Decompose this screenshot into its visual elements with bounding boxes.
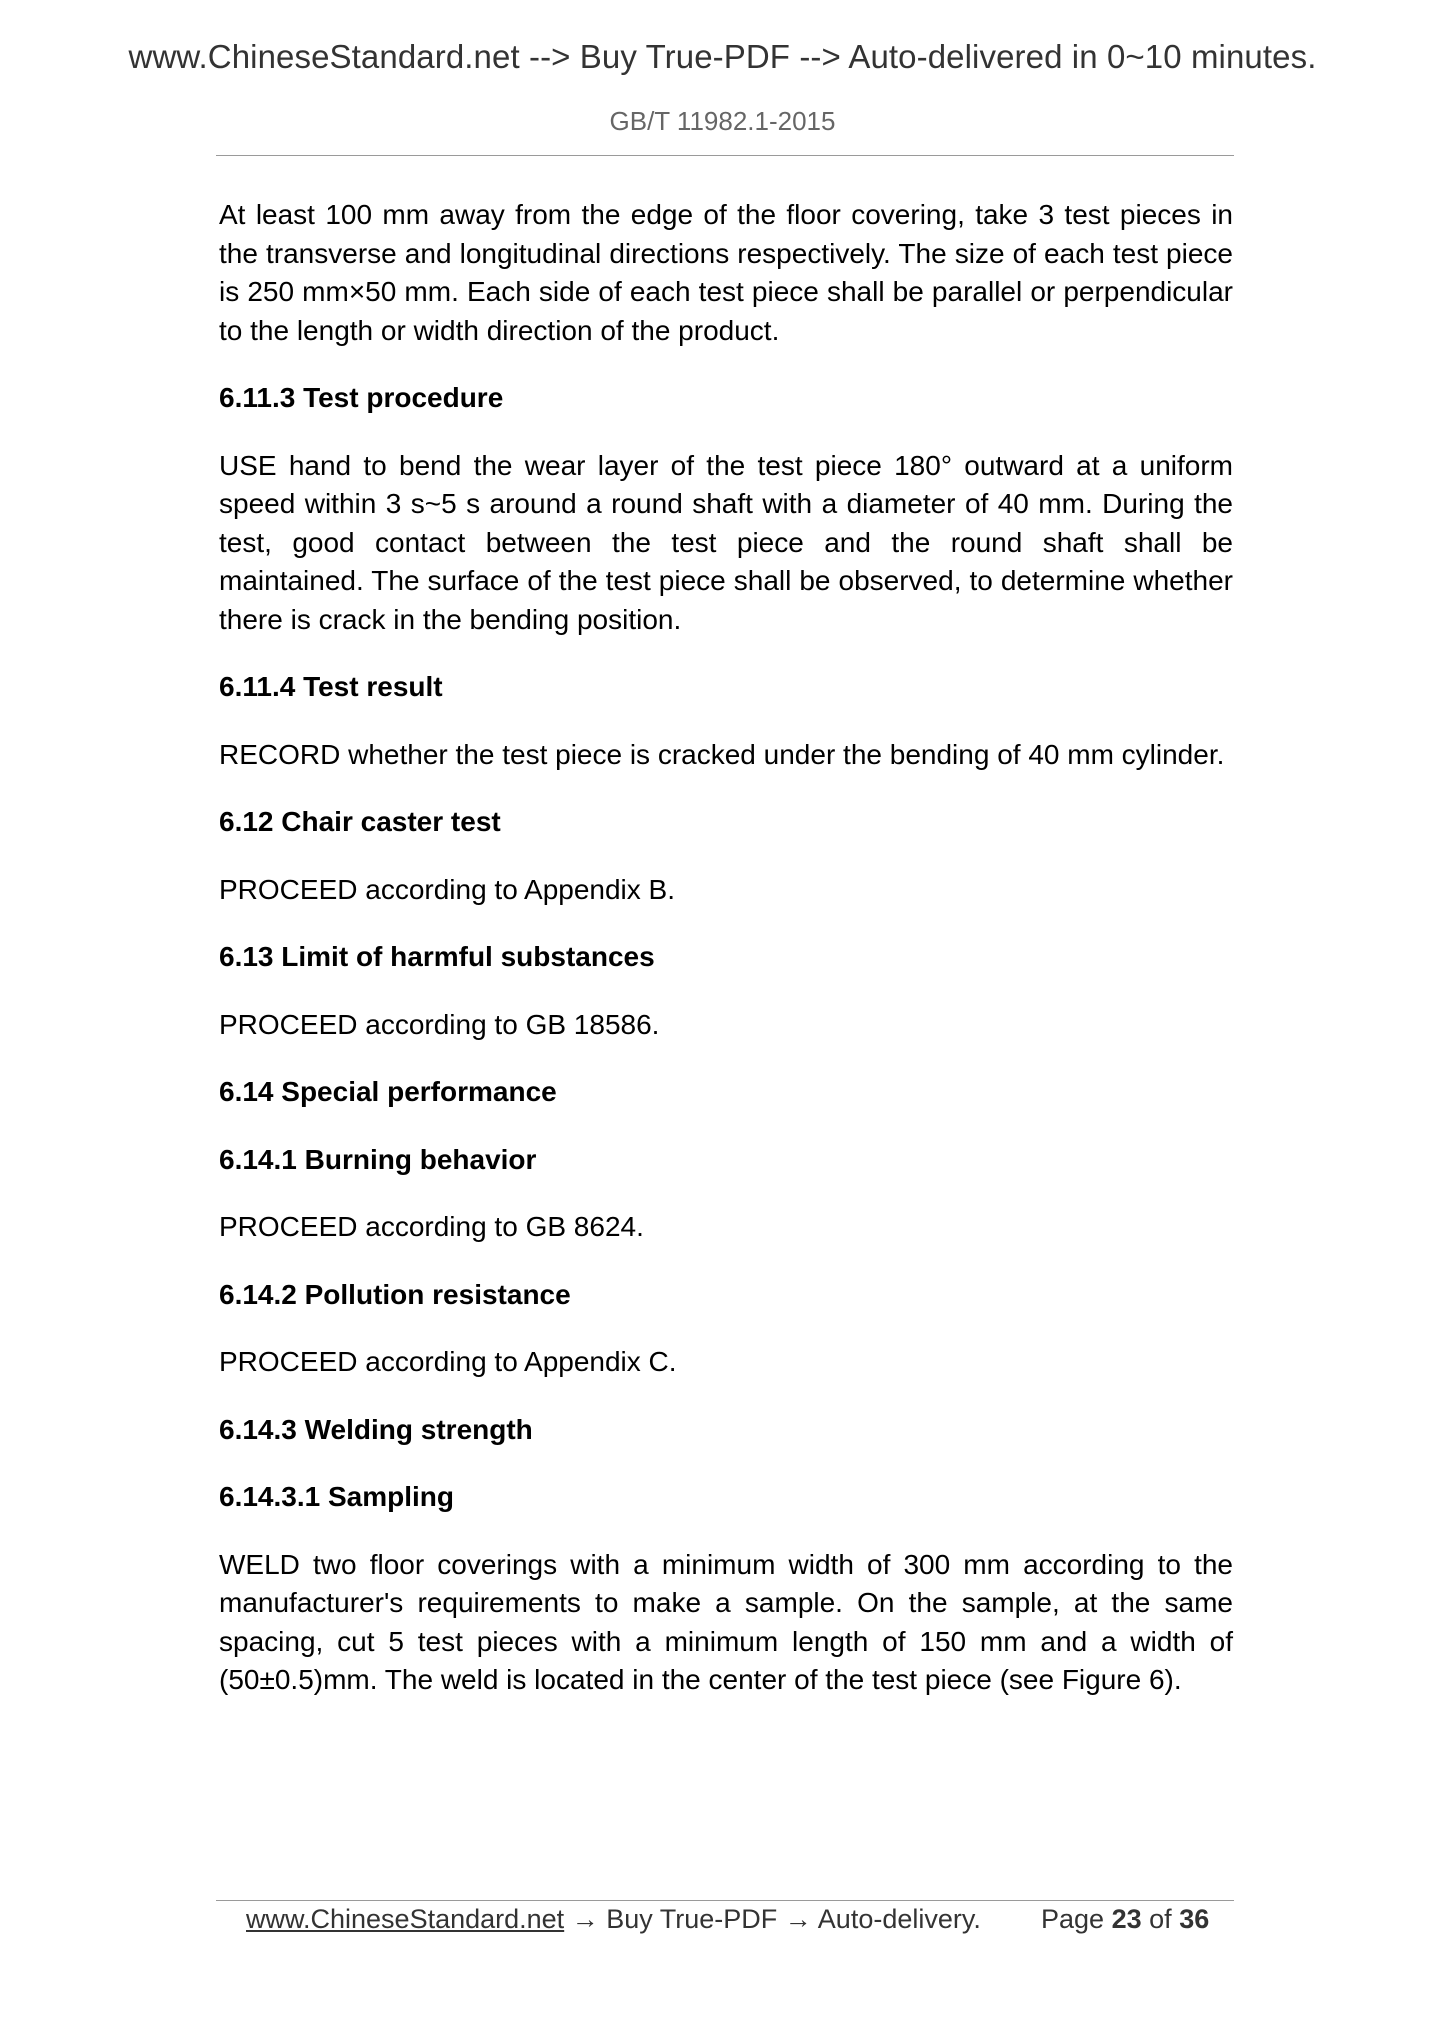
standard-code: GB/T 11982.1-2015: [609, 106, 836, 136]
footer-delivery-text: Auto-delivery.: [817, 1904, 981, 1934]
paragraph-pollution-resistance: PROCEED according to Appendix C.: [219, 1346, 677, 1377]
heading-6-11-4: 6.11.4 Test result: [219, 671, 443, 702]
arrow-right-icon: →: [784, 1904, 812, 1934]
heading-6-14-2: 6.14.2 Pollution resistance: [219, 1278, 571, 1310]
paragraph-chair-caster: PROCEED according to Appendix B.: [219, 873, 676, 905]
page-number-info: [1041, 1904, 1209, 1935]
page-footer: [246, 1904, 1236, 1935]
of-label: of: [1149, 1904, 1172, 1934]
footer-buy-text: Buy True-PDF: [606, 1904, 778, 1934]
page-label: Page: [1041, 1904, 1105, 1934]
heading-6-12: 6.12 Chair caster test: [219, 806, 501, 837]
heading-6-13: 6.13 Limit of harmful substances: [219, 941, 655, 972]
total-pages: 36: [1179, 1904, 1210, 1934]
paragraph-burning-behavior: PROCEED according to GB 8624.: [219, 1211, 644, 1242]
paragraph-test-result: RECORD whether the test piece is cracked under the bending of 40 mm cylinder.: [219, 738, 1225, 770]
heading-6-14: 6.14 Special performance: [219, 1076, 557, 1107]
heading-6-11-3: 6.11.3 Test procedure: [219, 382, 504, 413]
heading-6-14-3-1: 6.14.3.1 Sampling: [219, 1481, 454, 1512]
document-body: [219, 196, 1233, 1729]
heading-6-14-3: 6.14.3 Welding strength: [219, 1413, 533, 1445]
arrow-right-icon: →: [571, 1904, 599, 1934]
heading-6-14-1: 6.14.1 Burning behavior: [219, 1143, 537, 1175]
paragraph-welding-sampling: WELD two floor coverings with a minimum width of 300 mm according to the manufacturer's requirements to make a sample. On the sample, at the same spacing, cut 5 test pieces with a minimum length of 150 mm and a width of (50±0.5)mm. The weld is located in the center of the test piece (see Figure 6).: [219, 1548, 1233, 1695]
paragraph-test-procedure: USE hand to bend the wear layer of the test piece 180° outward at a uniform speed within 3 s~5 s around a round shaft with a diameter of 40 mm. During the test, good contact between the test piece and the round shaft shall be maintained. The surface of the test piece shall be observed, to determine whether there is crack in the bending position.: [219, 449, 1233, 635]
current-page-number: 23: [1111, 1904, 1142, 1934]
footer-divider: [216, 1900, 1234, 1901]
header-divider: [216, 155, 1234, 156]
top-banner: www.ChineseStandard.net --> Buy True-PDF --> Auto-delivered in 0~10 minutes.: [128, 38, 1317, 75]
footer-site-link[interactable]: www.ChineseStandard.net: [246, 1904, 565, 1934]
paragraph-harmful-substances: PROCEED according to GB 18586.: [219, 1008, 660, 1040]
paragraph-sampling-intro: At least 100 mm away from the edge of the floor covering, take 3 test pieces in the transverse and longitudinal directions respectively. The size of each test piece is 250 mm×50 mm. Each side of each test piece shall be parallel or perpendicular to the length or width direction of the product.: [219, 199, 1233, 346]
